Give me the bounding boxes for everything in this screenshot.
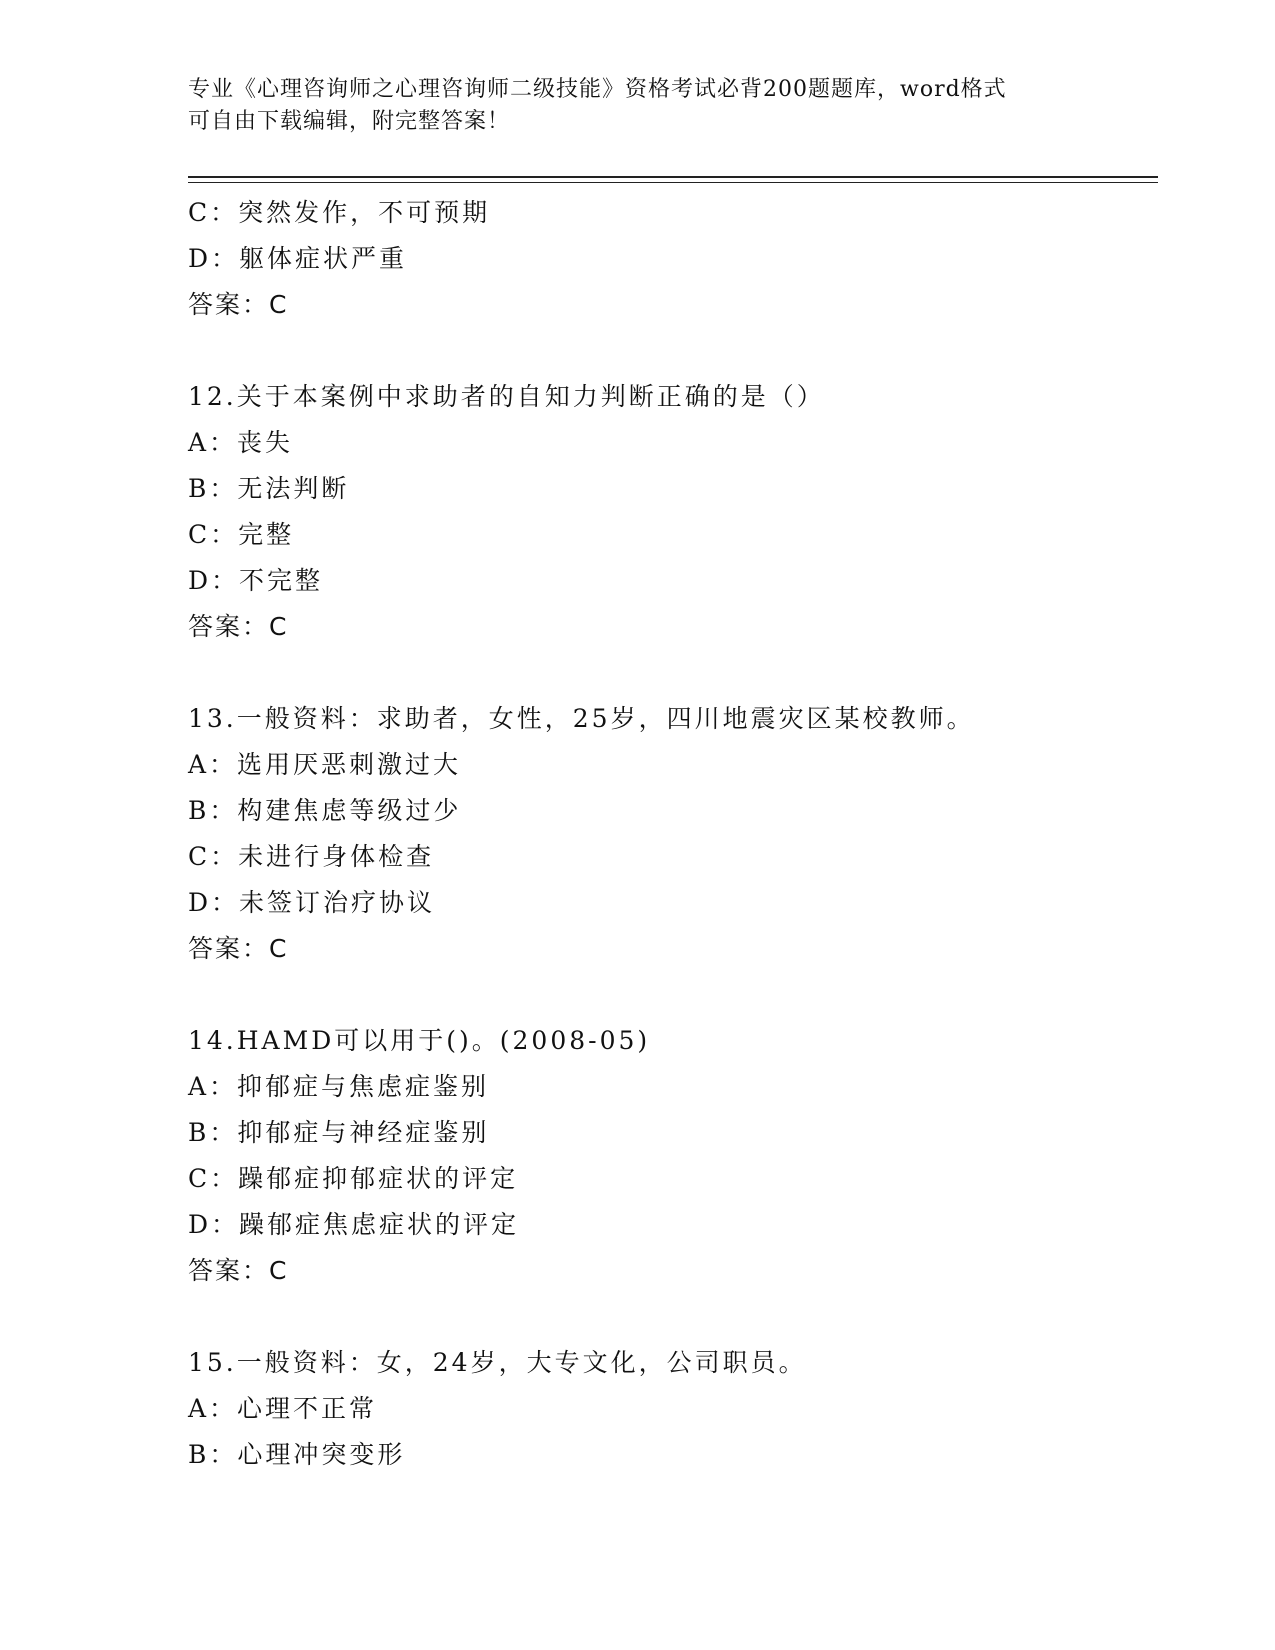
option-line: B：抑郁症与神经症鉴别: [188, 1118, 490, 1147]
header-divider-thin: [188, 182, 1158, 183]
spacer: [188, 328, 1168, 374]
option-line: C：未进行身体检查: [188, 842, 435, 871]
spacer: [188, 1294, 1168, 1340]
question-stem: 12.关于本案例中求助者的自知力判断正确的是（）: [188, 382, 825, 411]
option-line: D：躯体症状严重: [188, 244, 408, 273]
question-stem: 13.一般资料：求助者，女性，25岁，四川地震灾区某校教师。: [188, 704, 975, 733]
question-list: [188, 190, 1168, 1478]
answer-line: 答案：C: [188, 1256, 289, 1285]
header-divider-thick: [188, 176, 1158, 178]
option-line: D：不完整: [188, 566, 324, 595]
spacer: [188, 972, 1168, 1018]
option-line: D：躁郁症焦虑症状的评定: [188, 1210, 520, 1239]
option-line: A：选用厌恶刺激过大: [188, 750, 462, 779]
option-line: A：心理不正常: [188, 1394, 378, 1423]
answer-line: 答案：C: [188, 934, 289, 963]
document-header: [188, 74, 1088, 138]
header-title-line-2: 可自由下载编辑，附完整答案！: [188, 109, 511, 134]
option-line: A：丧失: [188, 428, 294, 457]
question-stem: 14.HAMD可以用于()。(2008-05): [188, 1026, 651, 1055]
option-line: C：突然发作，不可预期: [188, 198, 491, 227]
spacer: [188, 650, 1168, 696]
option-line: A：抑郁症与焦虑症鉴别: [188, 1072, 490, 1101]
option-line: B：构建焦虑等级过少: [188, 796, 462, 825]
option-line: D：未签订治疗协议: [188, 888, 436, 917]
answer-line: 答案：C: [188, 612, 289, 641]
option-line: B：心理冲突变形: [188, 1440, 406, 1469]
answer-line: 答案：C: [188, 290, 289, 319]
option-line: C：完整: [188, 520, 295, 549]
option-line: B：无法判断: [188, 474, 350, 503]
question-stem: 15.一般资料：女，24岁，大专文化，公司职员。: [188, 1348, 807, 1377]
option-line: C：躁郁症抑郁症状的评定: [188, 1164, 519, 1193]
header-title-line-1: 专业《心理咨询师之心理咨询师二级技能》资格考试必背200题题库，word格式: [188, 77, 1007, 102]
